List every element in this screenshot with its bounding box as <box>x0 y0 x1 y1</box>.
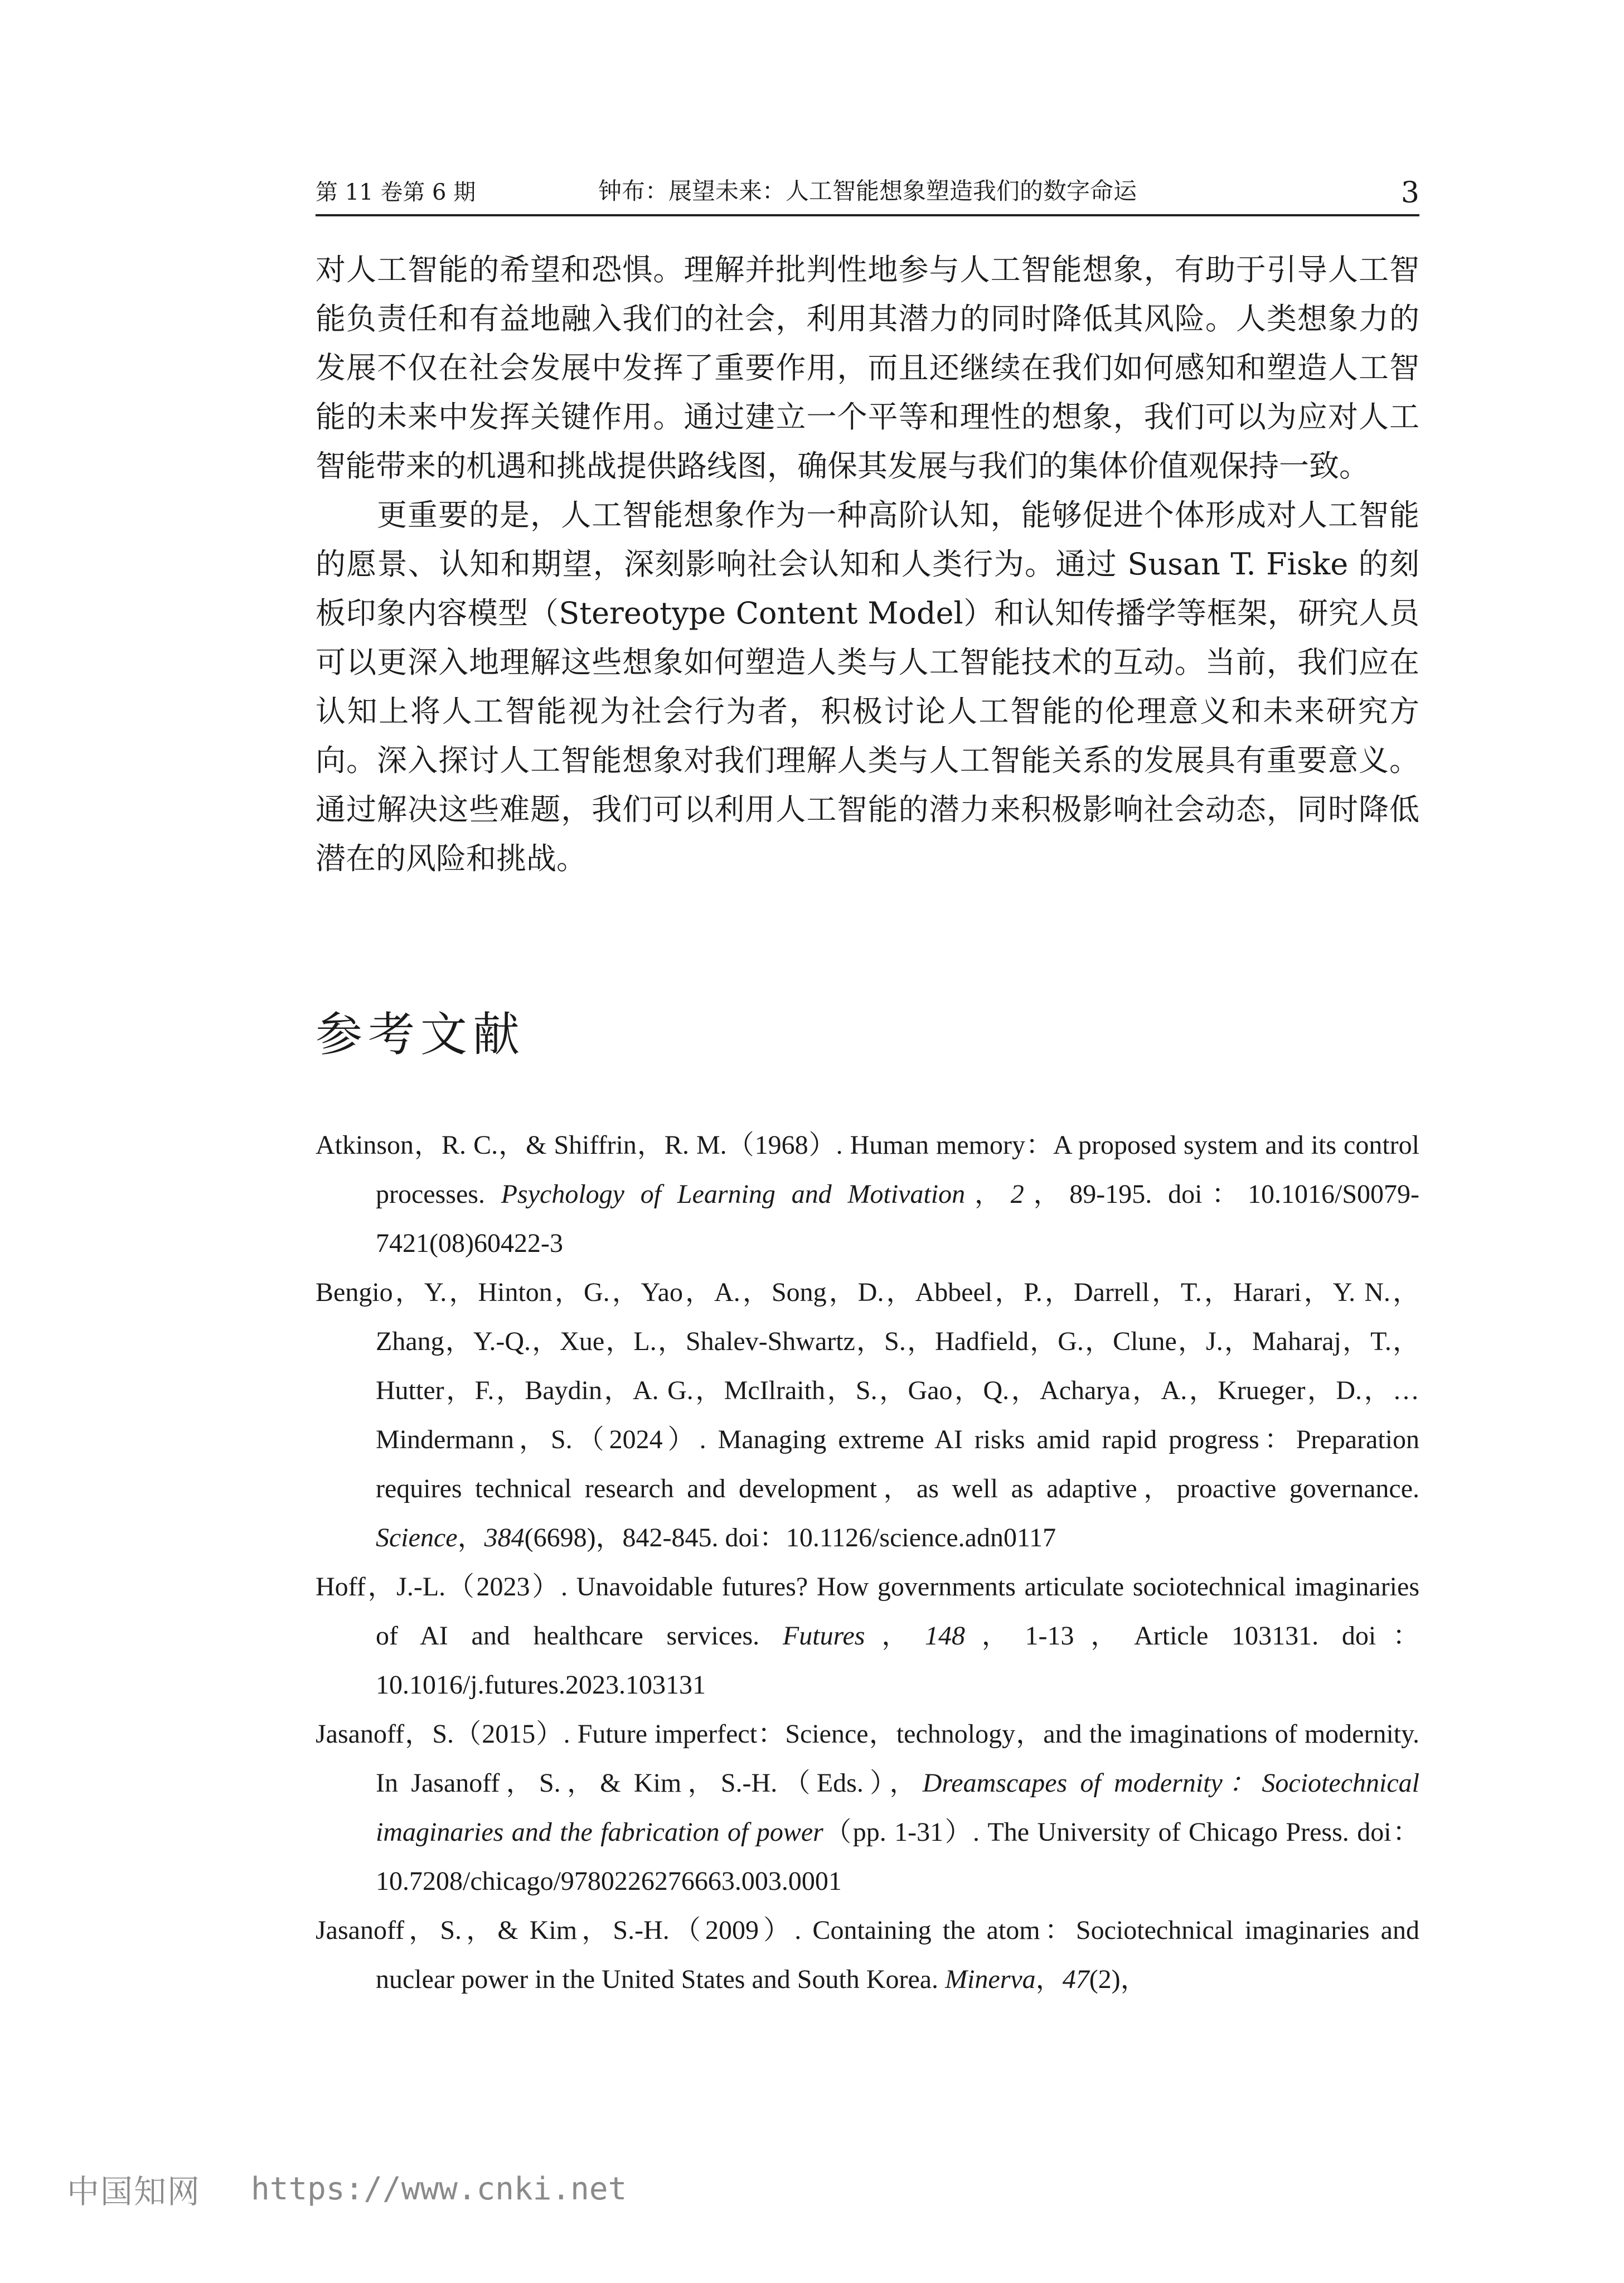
journal-volume: 2 <box>1010 1179 1024 1209</box>
reference-item: Hoff，J.-L.（2023）. Unavoidable futures? How governments articulate sociotechnical imaginaries of AI and healthcare services. Futures，148，1-13，Article 103131. doi：10.1016/j.futures.2023.103131 <box>316 1572 1419 1700</box>
reference-item: Bengio，Y.，Hinton，G.，Yao，A.，Song，D.，Abbeel，P.，Darrell，T.，Harari，Y. N.，Zhang，Y.-Q.，Xue，L.，Shalev-Shwartz，S.，Hadfield，G.，Clune，J.，Maharaj，T.，Hutter，F.，Baydin，A. G.，McIlraith，S.，Gao，Q.，Acharya，A.，Krueger，D.，…Mindermann，S.（2024）. Managing extreme AI risks amid rapid progress：Preparation requires technical research and development，as well as adaptive，proactive governance. Science，384(6698)，842-845. doi：10.1126/science.adn0117 <box>316 1278 1419 1552</box>
journal-volume: 47 <box>1062 1965 1089 1994</box>
paragraph-1: 对人工智能的希望和恐惧。理解并批判性地参与人工智能想象，有助于引导人工智能负责任和有益地融入我们的社会，利用其潜力的同时降低其风险。人类想象力的发展不仅在社会发展中发挥了重要作用，而且还继续在我们如何感知和塑造人工智能的未来中发挥关键作用。通过建立一个平等和理性的想象，我们可以为应对人工智能带来的机遇和挑战提供路线图，确保其发展与我们的集体价值观保持一致。 <box>316 252 1419 483</box>
journal-title: Minerva <box>945 1965 1036 1994</box>
journal-title: Futures <box>782 1621 865 1651</box>
watermark-url: https://www.cnki.net <box>251 2170 627 2207</box>
reference-item: Jasanoff，S.，& Kim，S.-H.（2009）. Containing the atom：Sociotechnical imaginaries and nuclear power in the United States and South Korea. Minerva，47(2)， <box>316 1916 1419 1994</box>
body-text <box>316 245 1419 883</box>
references-heading: 参考文献 <box>316 1007 526 1062</box>
running-title: 钟布：展望未来：人工智能想象塑造我们的数字命运 <box>598 177 1137 205</box>
reference-item: Jasanoff，S.（2015）. Future imperfect：Science，technology，and the imaginations of modernity. In Jasanoff，S.，& Kim，S.-H.（Eds.），Dreamscapes of modernity：Sociotechnical imaginaries and the fabrication of power（pp. 1-31）. The University of Chicago Press. doi：10.7208/chicago/9780226276663.003.0001 <box>316 1719 1419 1896</box>
watermark-logo-text: 中国知网 <box>67 2173 201 2211</box>
running-header <box>316 167 1419 216</box>
volume-issue: 第 11 卷第 6 期 <box>316 180 476 205</box>
journal-volume: 148 <box>925 1621 966 1651</box>
reference-item: Atkinson，R. C.，& Shiffrin，R. M.（1968）. Human memory：A proposed system and its control processes. Psychology of Learning and Motivation，2，89-195. doi：10.1016/S0079-7421(08)60422-3 <box>316 1130 1420 1258</box>
reference-list <box>316 1121 1419 2004</box>
journal-title: Psychology of Learning and Motivation <box>501 1179 966 1209</box>
book-title: Dreamscapes of modernity：Sociotechnical imaginaries and the fabrication of power <box>376 1768 1419 1847</box>
journal-volume: 384 <box>484 1523 525 1552</box>
cnki-watermark <box>67 2164 627 2214</box>
journal-title: Science <box>376 1523 458 1552</box>
paragraph-2: 更重要的是，人工智能想象作为一种高阶认知，能够促进个体形成对人工智能的愿景、认知和期望，深刻影响社会认知和人类行为。通过 Susan T. Fiske 的刻板印象内容模型（Stereotype Content Model）和认知传播学等框架，研究人员可以更深入地理解这些想象如何塑造人类与人工智能技术的互动。当前，我们应在认知上将人工智能视为社会行为者，积极讨论人工智能的伦理意义和未来研究方向。深入探讨人工智能想象对我们理解人类与人工智能关系的发展具有重要意义。通过解决这些难题，我们可以利用人工智能的潜力来积极影响社会动态，同时降低潜在的风险和挑战。 <box>316 497 1419 876</box>
page-number: 3 <box>1400 176 1419 210</box>
